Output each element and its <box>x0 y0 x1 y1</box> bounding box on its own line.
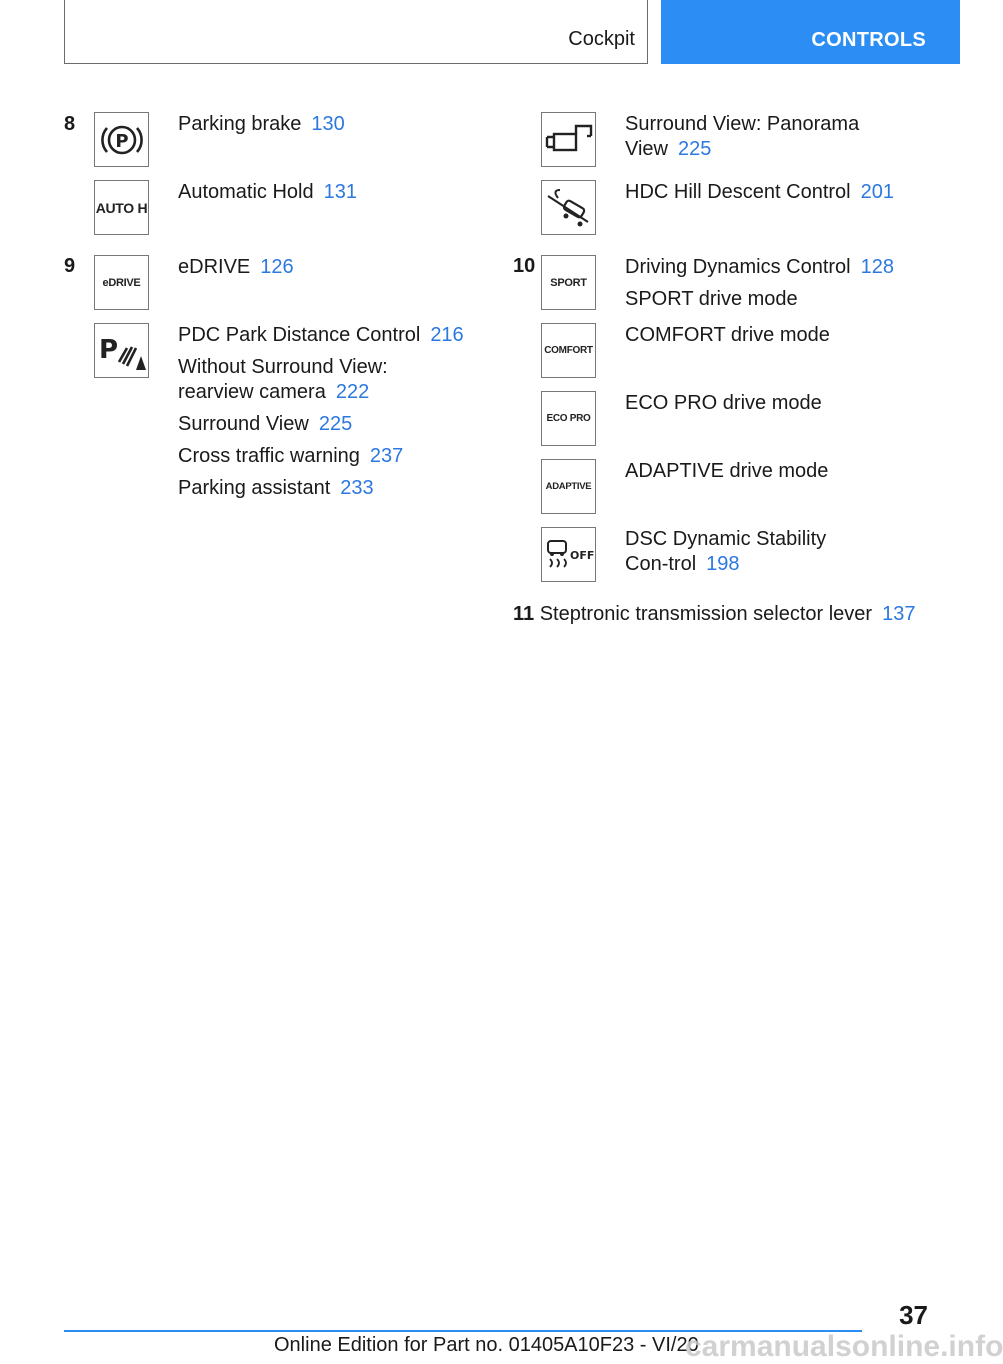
footer-edition: Online Edition for Part no. 01405A10F23 - VI/20 <box>274 1334 699 1356</box>
page-ref-link[interactable]: 130 <box>311 113 345 135</box>
entry-number-9: 9 <box>64 255 76 277</box>
entry-number-8: 8 <box>64 113 76 135</box>
svg-text:P: P <box>98 334 118 365</box>
page-ref-link[interactable]: 128 <box>860 256 894 278</box>
page-ref-link[interactable]: 233 <box>340 477 374 499</box>
header-chapter-box <box>661 0 960 64</box>
adaptive-icon: ADAPTIVE <box>541 459 596 514</box>
item-eco-pro-mode: ECO PRO drive mode <box>625 392 822 414</box>
eco-pro-icon: ECO PRO <box>541 391 596 446</box>
page-number: 37 <box>899 1300 928 1330</box>
page-ref-link[interactable]: 225 <box>678 138 712 160</box>
entry-number-10: 10 <box>513 255 536 277</box>
edrive-icon: eDRIVE <box>94 255 149 310</box>
parking-brake-icon <box>94 112 149 167</box>
header-section-title: Cockpit <box>568 28 635 50</box>
page-ref-link[interactable]: 201 <box>860 181 894 203</box>
sport-icon: SPORT <box>541 255 596 310</box>
item-adaptive-mode: ADAPTIVE drive mode <box>625 460 829 482</box>
item-automatic-hold: Automatic Hold 131 <box>178 181 357 203</box>
header-chapter-title: CONTROLS <box>811 29 926 51</box>
pdc-icon <box>94 323 149 378</box>
item-steptronic-selector: 11 Steptronic transmission selector lever 137 <box>513 603 916 625</box>
item-driving-dynamics-control: Driving Dynamics Control 128 SPORT drive mode <box>625 256 894 310</box>
item-comfort-mode: COMFORT drive mode <box>625 324 830 346</box>
item-parking-brake: Parking brake 130 <box>178 113 345 135</box>
page-ref-link[interactable]: 237 <box>369 445 404 467</box>
svg-text:P: P <box>114 130 129 152</box>
dsc-off-icon <box>541 527 596 582</box>
item-edrive: eDRIVE 126 <box>178 256 294 278</box>
comfort-icon: COMFORT <box>541 323 596 378</box>
item-dsc: DSC Dynamic Stability Con-trol 198 <box>625 528 827 575</box>
surround-view-panorama-icon <box>541 112 596 167</box>
page-ref-link[interactable]: 216 <box>430 324 464 346</box>
item-surround-view-panorama: Surround View: Panorama View 225 <box>625 113 860 160</box>
entry-number-11: 11 <box>513 603 535 625</box>
svg-text:OFF: OFF <box>569 548 594 562</box>
page-ref-link[interactable]: 222 <box>335 381 370 403</box>
item-hill-descent-control: HDC Hill Descent Control 201 <box>625 181 894 203</box>
auto-hold-icon: AUTO H <box>94 180 149 235</box>
item-pdc: PDC Park Distance Control 216 Without Surround View: rearview camera 222 Surround View 225 Cross traffic warning 237 Parking assistant 233 <box>178 324 464 499</box>
page-ref-link[interactable]: 198 <box>706 553 740 575</box>
page-ref-link[interactable]: 137 <box>882 603 916 625</box>
header-section-box <box>64 0 648 64</box>
page-ref-link[interactable]: 126 <box>260 256 294 278</box>
hill-descent-icon <box>541 180 596 235</box>
watermark: carmanualsonline.info <box>685 1330 1003 1363</box>
page-ref-link[interactable]: 225 <box>318 413 353 435</box>
page-ref-link[interactable]: 131 <box>323 181 357 203</box>
